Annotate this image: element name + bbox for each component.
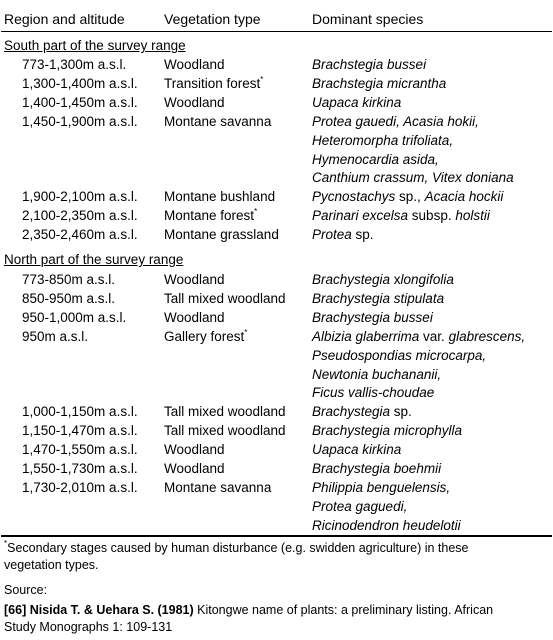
dominant-species-cell	[312, 518, 461, 534]
species-name: Pseudospondias microcarpa,	[312, 347, 487, 363]
species-name: Newtonia buchananii,	[312, 366, 442, 382]
vegetation-type-label: Woodland	[164, 442, 225, 458]
reference-number: [66] Nisida T. & Uehara S. (1981)	[4, 603, 194, 617]
reference-text-2: Study Monographs 1: 109-131	[4, 620, 173, 634]
vegetation-type-label: Montane forest	[164, 208, 255, 224]
altitude-cell: 850-950m a.s.l.	[22, 290, 116, 306]
north-section-title: North part of the survey range	[4, 252, 184, 267]
dominant-species-cell	[312, 310, 433, 326]
reference	[4, 602, 493, 619]
footnote-marker: *	[4, 539, 8, 548]
altitude-cell: 1,450-1,900m a.s.l.	[22, 113, 138, 129]
dominant-species-cell	[312, 152, 439, 168]
vegetation-type-label: Tall mixed woodland	[164, 290, 286, 306]
vegetation-type-label: Transition forest	[164, 75, 261, 91]
table-bottom-rule	[1, 535, 552, 537]
dominant-species-cell	[312, 442, 401, 458]
vegetation-type-label: Tall mixed woodland	[164, 404, 286, 420]
vegetation-type-cell	[164, 57, 225, 73]
species-qualifier: sp.	[390, 404, 412, 420]
species-name: Brachystegia	[312, 404, 391, 420]
vegetation-type-label: Tall mixed woodland	[164, 423, 286, 439]
species-name: Ficus vallis-choudae	[312, 385, 435, 401]
altitude-cell: 1,400-1,450m a.s.l.	[22, 94, 138, 110]
altitude-cell: 773-850m a.s.l.	[22, 272, 116, 287]
species-name: Protea gauedi, Acasia hokii,	[312, 113, 479, 129]
vegetation-type-cell	[164, 76, 263, 92]
altitude-cell: 773-1,300m a.s.l.	[22, 57, 127, 72]
vegetation-type-cell	[164, 404, 286, 420]
species-qualifier: sp.	[351, 227, 374, 243]
species-name: Brachystegia boehmii	[312, 461, 442, 476]
species-name: Brachystegia	[312, 272, 394, 287]
secondary-stage-marker: *	[260, 74, 264, 84]
vegetation-type-label: Woodland	[164, 309, 225, 325]
vegetation-type-label: Woodland	[164, 272, 225, 287]
dominant-species-cell	[312, 291, 444, 307]
species-name: Brachstegia bussei	[312, 57, 427, 72]
dominant-species-cell	[312, 133, 453, 149]
vegetation-type-cell	[164, 480, 271, 496]
altitude-cell: 950m a.s.l.	[22, 328, 89, 344]
dominant-species-cell	[312, 114, 479, 130]
species-name: Heteromorpha trifoliata,	[312, 132, 454, 148]
species-name: Hymenocardia asida,	[312, 151, 439, 167]
species-name: Protea gaguedi,	[312, 498, 408, 514]
species-name: Canthium crassum, Vitex doniana	[312, 170, 514, 186]
species-name: Uapaca kirkina	[312, 442, 402, 458]
species-name: longifolia	[400, 272, 454, 287]
species-name: Philippia benguelensis,	[312, 479, 451, 495]
dominant-species-cell	[312, 170, 514, 186]
species-name: Brachystegia microphylla	[312, 423, 463, 439]
footnote-line-2: vegetation types.	[4, 558, 99, 572]
species-qualifier: var.	[419, 328, 449, 344]
species-name: holstii	[455, 208, 490, 224]
altitude-cell: 1,730-2,010m a.s.l.	[22, 479, 138, 495]
south-section-title: South part of the survey range	[4, 38, 186, 53]
dominant-species-cell	[312, 57, 426, 73]
species-qualifier: subsp.	[408, 208, 456, 224]
footnote	[4, 540, 469, 557]
reference-text-1: Kitongwe name of plants: a preliminary listing. African	[193, 603, 494, 617]
species-name: Brachystegia bussei	[312, 309, 433, 325]
dominant-species-cell	[312, 329, 525, 345]
vegetation-type-cell	[164, 291, 286, 307]
secondary-stage-marker: *	[254, 207, 258, 217]
dominant-species-cell	[312, 404, 412, 420]
secondary-stage-marker: *	[244, 327, 248, 337]
dominant-species-cell	[312, 423, 462, 439]
vegetation-type-cell	[164, 227, 279, 243]
dominant-species-cell	[312, 385, 434, 401]
species-qualifier: sp.,	[395, 189, 425, 205]
vegetation-type-cell	[164, 95, 225, 111]
species-name: Acacia hockii	[424, 189, 504, 205]
vegetation-type-cell	[164, 310, 225, 326]
vegetation-type-cell	[164, 442, 225, 458]
species-qualifier: x	[393, 272, 401, 287]
vegetation-type-label: Montane grassland	[164, 227, 279, 243]
vegetation-type-cell	[164, 189, 275, 205]
vegetation-type-label: Woodland	[164, 94, 225, 110]
altitude-cell: 1,470-1,550m a.s.l.	[22, 442, 138, 458]
dominant-species-cell	[312, 189, 503, 205]
header-rule	[1, 31, 552, 32]
species-name: glabrescens,	[448, 328, 526, 344]
dominant-species-cell	[312, 480, 450, 496]
altitude-cell: 2,100-2,350m a.s.l.	[22, 208, 138, 224]
altitude-cell: 950-1,000m a.s.l.	[22, 309, 127, 325]
header-vegetation-type: Vegetation type	[164, 11, 261, 27]
species-name: Brachstegia micrantha	[312, 75, 447, 91]
header-region-altitude: Region and altitude	[4, 11, 125, 27]
vegetation-type-label: Woodland	[164, 461, 225, 476]
vegetation-type-cell	[164, 329, 247, 345]
dominant-species-cell	[312, 95, 401, 111]
altitude-cell: 1,150-1,470m a.s.l.	[22, 423, 138, 439]
vegetation-type-label: Gallery forest	[164, 328, 245, 344]
species-name: Ricinodendron heudelotii	[312, 517, 461, 533]
dominant-species-cell	[312, 461, 441, 477]
altitude-cell: 1,550-1,730m a.s.l.	[22, 461, 138, 476]
vegetation-type-label: Woodland	[164, 57, 225, 72]
vegetation-type-cell	[164, 114, 271, 130]
source-label: Source:	[4, 583, 48, 597]
vegetation-type-label: Montane savanna	[164, 479, 272, 495]
species-name: Brachystegia stipulata	[312, 290, 445, 306]
altitude-cell: 2,350-2,460m a.s.l.	[22, 227, 138, 243]
vegetation-type-cell	[164, 461, 225, 477]
dominant-species-cell	[312, 367, 441, 383]
dominant-species-cell	[312, 272, 454, 288]
vegetation-type-cell	[164, 272, 225, 288]
altitude-cell: 1,900-2,100m a.s.l.	[22, 189, 138, 205]
species-name: Pycnostachys	[312, 189, 396, 205]
footnote-line-1: Secondary stages caused by human disturbance (e.g. swidden agriculture) in these	[7, 541, 469, 555]
vegetation-type-cell	[164, 208, 257, 224]
vegetation-type-label: Montane bushland	[164, 189, 276, 205]
dominant-species-cell	[312, 227, 374, 243]
species-name: Protea	[312, 227, 352, 243]
dominant-species-cell	[312, 499, 407, 515]
species-name: Albizia glaberrima	[312, 328, 420, 344]
header-dominant-species: Dominant species	[312, 11, 424, 27]
dominant-species-cell	[312, 208, 490, 224]
vegetation-type-cell	[164, 423, 286, 439]
dominant-species-cell	[312, 348, 486, 364]
altitude-cell: 1,300-1,400m a.s.l.	[22, 75, 138, 91]
species-name: Parinari excelsa	[312, 208, 409, 224]
dominant-species-cell	[312, 76, 446, 92]
vegetation-type-label: Montane savanna	[164, 113, 272, 129]
altitude-cell: 1,000-1,150m a.s.l.	[22, 404, 138, 420]
species-name: Uapaca kirkina	[312, 94, 402, 110]
